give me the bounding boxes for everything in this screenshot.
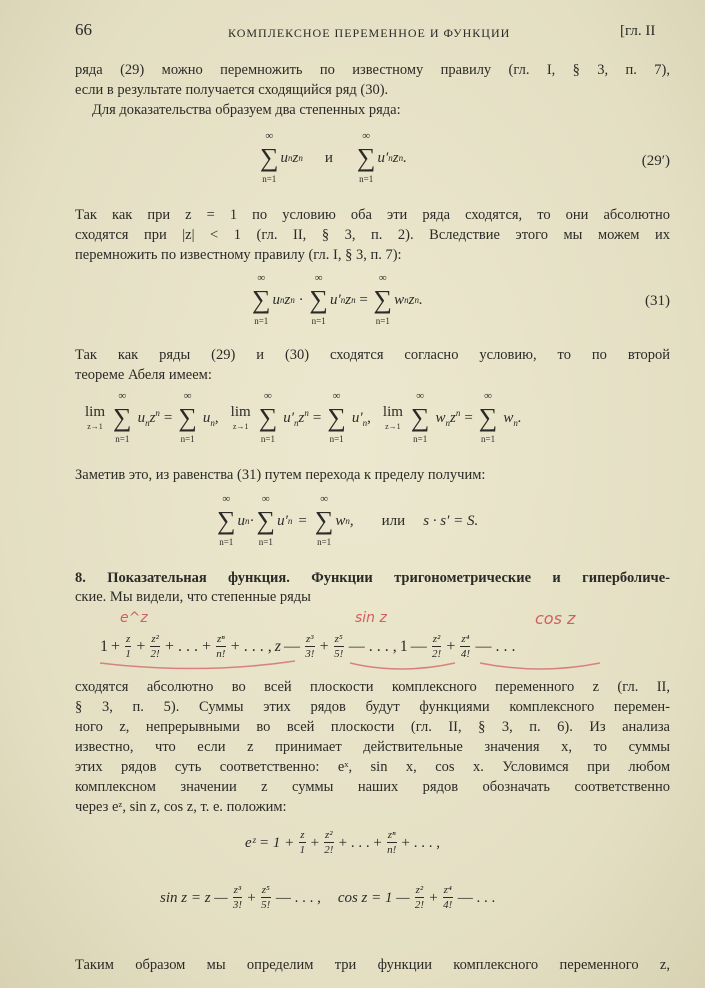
text-line: если в результате получается сходящийся ряд (30). [75,82,389,98]
formula-29prime: ∞ ∑ n=1 u n z n и ∞ ∑ n=1 u′ n z n . [260,130,407,184]
text-line: сходятся при |z| < 1 (гл. II, § 3, п. 2). Вследствие этого мы можем их [75,227,670,243]
formula-exp-def: eᶻ = 1 + $\frac{z}{1}$ + $\frac{\text{z²}}{2!}$ + . . . + $\frac{\text{zⁿ}}{n!}$ + . . . , [245,829,441,856]
text-line: через eᶻ, sin z, cos z, т. е. положим: [75,799,287,815]
text-line: сходятся абсолютно во всей плоскости комплексного переменного z (гл. II, [75,679,670,695]
handwritten-annotation: sin z [355,610,387,626]
text-line: ного z, непрерывными во всей плоскости (гл. II, § 3, п. 6). Из анализа [75,719,670,735]
running-title: КОМПЛЕКСНОЕ ПЕРЕМЕННОЕ И ФУНКЦИИ [228,26,511,40]
text-line: § 3, п. 5). Суммы этих рядов будут функциями комплексного перемен- [75,699,670,715]
handwritten-annotation: cos z [535,609,576,628]
formula-power-series: 1 + $\frac{z}{1}$ + $\frac{\text{z²}}{2!}$ + . . . + $\frac{\text{zⁿ}}{n!}$ + . . . , z — $\frac{\text{z³}}{3!}$ + $\frac{\text{z⁵}}{5!}$ — . . . , 1 — $\frac{\text{z²}}{2!}$ + $\frac{\text{z⁴}}{4!}$ — . . . [100,633,516,660]
formula-product: ∞ ∑ n=1 u n · ∞ ∑ n=1 u′ n = ∞ ∑ n=1 w n , или s · s′ = S. [217,493,479,547]
page-number: 66 [75,20,92,39]
formula-abel-limits: lim z→1 ∞ ∑ n=1 $u_nz^n$ = ∞ ∑ n=1 $u_n$, lim z→1 ∞ ∑ n=1 $u'_nz^n$ = ∞ ∑ n=1 $u'_n$, lim z→1 ∞ ∑ n=1 $w_nz^n$ = ∞ ∑ n=1 $w_n$. [85,390,522,444]
equation-number: (29′) [641,153,670,169]
text-line: Так как при z = 1 по условию оба эти ряда сходятся, то они абсолютно [75,207,670,223]
text-line: ряда (29) можно перемножить по известному правилу (гл. I, § 3, п. 7), [75,62,670,78]
formula-sin-cos-def: sin z = z — $\frac{\text{z³}}{3!}$ + $\frac{\text{z⁵}}{5!}$ — . . . , cos z = 1 — $\frac{\text{z²}}{2!}$ + $\frac{\text{z⁴}}{4!}$ — . . . [160,884,496,911]
formula-31: ∞ ∑ n=1 u n z n · ∞ ∑ n=1 u′ n z n = ∞ ∑ n=1 w n z n . [252,272,423,326]
text-line: теореме Абеля имеем: [75,367,212,383]
equation-number: (31) [645,293,670,309]
handwritten-annotation: e^z [120,610,148,626]
text-line: Заметив это, из равенства (31) путем перехода к пределу получим: [75,467,486,483]
text-line: ские. Мы видели, что степенные ряды [75,589,311,605]
text-line: этих рядов суть соответственно: eˣ, sin x, cos x. Условимся при любом [75,759,670,775]
text-line: Таким образом мы определим три функции комплексного переменного z, [75,957,670,973]
chapter-label: [гл. II [620,23,656,39]
section-heading: 8. Показательная функция. Функции тригонометрические и гиперболиче- [75,570,670,586]
text-line: Для доказательства образуем два степенных ряда: [92,102,401,118]
text-line: известно, что если z принимает действительные значения x, то суммы [75,739,670,755]
text-line: Так как ряды (29) и (30) сходятся согласно условию, то по второй [75,347,670,363]
text-line: перемножить по известному правилу (гл. I, § 3, п. 7): [75,247,402,263]
text-line: комплексном значении z суммы наших рядов обозначать соответственно [75,779,670,795]
red-underline-marks [0,645,705,677]
